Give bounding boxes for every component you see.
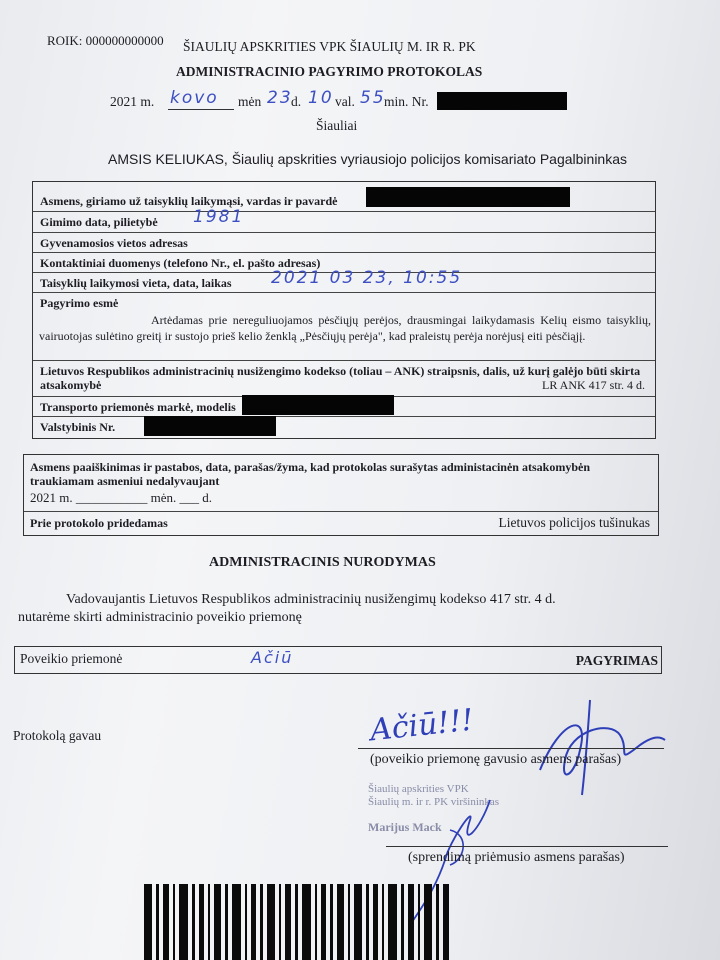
signature-line-2 [386, 846, 668, 847]
row-contacts-label: Kontaktiniai duomenys (telefono Nr., el. pašto adresas) [40, 256, 321, 270]
measure-value: PAGYRIMAS [575, 653, 658, 668]
day-label: d. [291, 94, 302, 109]
redacted-person-name [366, 187, 570, 207]
redacted-protocol-number [437, 92, 567, 110]
row-vehicle-label: Transporto priemonės markė, modelis [40, 400, 236, 414]
month-underline [168, 109, 234, 110]
minute-value: 55 [360, 88, 386, 108]
stamp-line1: Šiaulių apskrities VPK [368, 783, 469, 795]
code-value: LR ANK 417 str. 4 d. [541, 378, 645, 392]
redacted-vehicle-model [242, 395, 394, 415]
explanation-date-line: 2021 m. ___________ mėn. ___ d. [30, 490, 212, 505]
attach-label: Prie protokolo pridedamas [30, 516, 168, 530]
hour-value: 10 [308, 88, 334, 108]
hour-label: val. [335, 94, 355, 109]
attach-value: Lietuvos policijos tušinukas [498, 515, 650, 530]
roik-number: ROIK: 000000000000 [47, 33, 164, 48]
praise-text: Artėdamas prie nereguliuojamos pėsčiųjų perėjos, drausmingai laikydamasis Kelių eismo taisyklių, vairuotojas sulėtino greitį ir sustojo prieš kelio ženklą „Pėsčiųjų perėja", kad praleistų perėja norėjusį eiti pėsčiąjį. [39, 313, 651, 343]
row-address-label: Gyvenamosios vietos adresas [40, 236, 188, 250]
directive-line2: nutarėme skirti administracinio poveikio priemonę [18, 610, 302, 625]
caption-received-signature: (poveikio priemonę gavusio asmens parašas) [370, 752, 622, 767]
directive-title: ADMINISTRACINIS NURODYMAS [209, 555, 436, 570]
row-person-label: Asmens, giriamo už taisyklių laikymąsi, vardas ir pavardė [40, 194, 338, 208]
stamp-name: Marijus Mack [368, 820, 442, 834]
row-birth-label: Gimimo data, pilietybė [40, 215, 158, 229]
redacted-plate-number [144, 416, 276, 436]
barcode [142, 884, 452, 960]
explanation-box [23, 454, 659, 536]
explanation-label: Asmens paaiškinimas ir pastabos, data, parašas/žyma, kad protokolas surašytas administacinėn atsakomybėn traukiamam asmeniui nedalyvaujant [30, 460, 590, 488]
signature-line-1 [358, 748, 664, 749]
caption-decision-signature: (sprendimą priėmusio asmens parašas) [408, 850, 625, 865]
year-label: 2021 m. [110, 94, 155, 109]
row-plate-label: Valstybinis Nr. [40, 420, 116, 434]
authority-name: ŠIAULIŲ APSKRITIES VPK ŠIAULIŲ M. IR R. PK [183, 39, 476, 54]
day-value: 23 [267, 88, 293, 108]
city-name: Šiauliai [316, 118, 358, 133]
stamp-line2: Šiaulių m. ir r. PK viršininkas [368, 796, 500, 808]
birth-value: 1981 [193, 207, 245, 227]
document-title: ADMINISTRACINIO PAGYRIMO PROTOKOLAS [176, 64, 483, 79]
signature-scribble-top [520, 690, 670, 800]
row-place-label: Taisyklių laikymosi vieta, data, laikas [40, 276, 232, 290]
minute-label: min. Nr. [384, 94, 429, 109]
month-label: mėn [238, 94, 262, 109]
handwritten-thanks: Ačiū!!! [368, 702, 476, 749]
row-praise-label: Pagyrimo esmė [40, 296, 119, 310]
month-value: kovo [170, 88, 219, 108]
barcode-bars [142, 884, 452, 960]
officer-line: AMSIS KELIUKAS, Šiaulių apskrities vyriausiojo policijos komisariato Pagalbininkas [108, 151, 628, 167]
measure-handwriting: Ačiū [251, 648, 294, 667]
measure-box [14, 646, 662, 674]
row-code-label: Lietuvos Respublikos administracinių nusižengimo kodekso (toliau – ANK) straipsnis, dalis, už kurį galėjo būti skirta atsakomybė [40, 364, 641, 392]
directive-line1: Vadovaujantis Lietuvos Respublikos administracinių nusižengimų kodekso 417 str. 4 d. [66, 592, 556, 607]
received-label: Protokolą gavau [13, 728, 102, 743]
measure-label: Poveikio priemonė [20, 651, 123, 666]
place-value: 2021 03 23, 10:55 [271, 268, 463, 288]
